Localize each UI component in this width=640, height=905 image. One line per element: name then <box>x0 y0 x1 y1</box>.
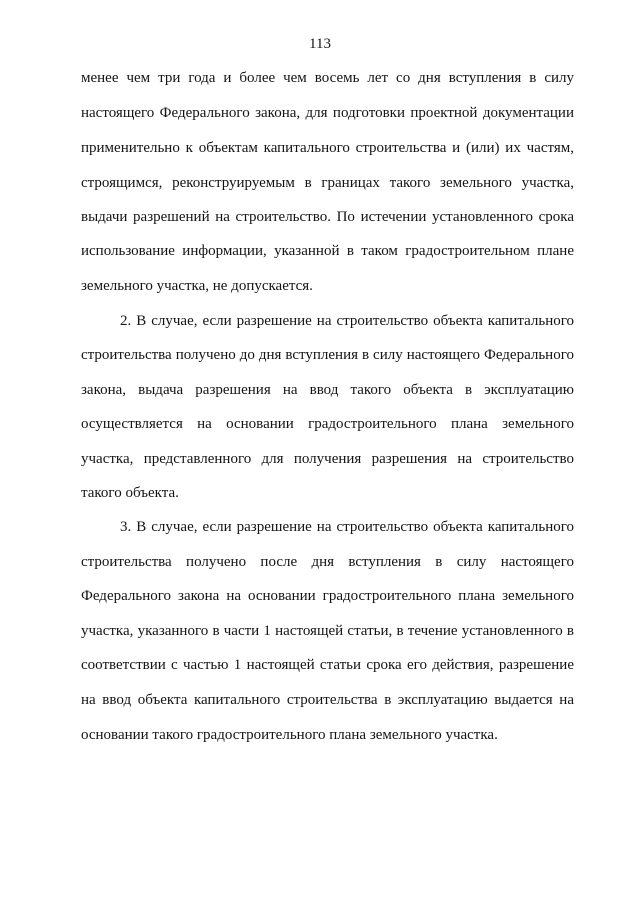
text-line: применительно к объектам капитального строительства и (или) их частям, <box>81 140 574 156</box>
text-line: участка, указанного в части 1 настоящей статьи, в течение установленного в <box>81 623 574 639</box>
text-line: земельного участка, не допускается. <box>81 278 313 294</box>
text-line: менее чем три года и более чем восемь лет со дня вступления в силу <box>81 70 574 86</box>
text-line: соответствии с частью 1 настоящей статьи срока его действия, разрешение <box>81 657 574 673</box>
text-line: 3. В случае, если разрешение на строительство объекта капитального <box>120 519 574 535</box>
text-line: основании такого градостроительного плана земельного участка. <box>81 727 498 743</box>
text-line: выдачи разрешений на строительство. По истечении установленного срока <box>81 209 574 225</box>
text-line: закона, выдача разрешения на ввод такого объекта в эксплуатацию <box>81 382 574 398</box>
text-line: на ввод объекта капитального строительства в эксплуатацию выдается на <box>81 692 574 708</box>
text-line: такого объекта. <box>81 485 179 501</box>
text-line: 2. В случае, если разрешение на строительство объекта капитального <box>120 313 574 329</box>
text-line: настоящего Федерального закона, для подготовки проектной документации <box>81 105 574 121</box>
text-line: использование информации, указанной в таком градостроительном плане <box>81 243 574 259</box>
text-line: Федерального закона на основании градостроительного плана земельного <box>81 588 574 604</box>
text-line: строящимся, реконструируемым в границах такого земельного участка, <box>81 175 574 191</box>
text-line: строительства получено до дня вступления в силу настоящего Федерального <box>81 347 574 363</box>
page-number: 113 <box>309 36 331 52</box>
text-line: осуществляется на основании градостроительного плана земельного <box>81 416 574 432</box>
text-line: участка, представленного для получения разрешения на строительство <box>81 451 574 467</box>
text-line: строительства получено после дня вступления в силу настоящего <box>81 554 574 570</box>
